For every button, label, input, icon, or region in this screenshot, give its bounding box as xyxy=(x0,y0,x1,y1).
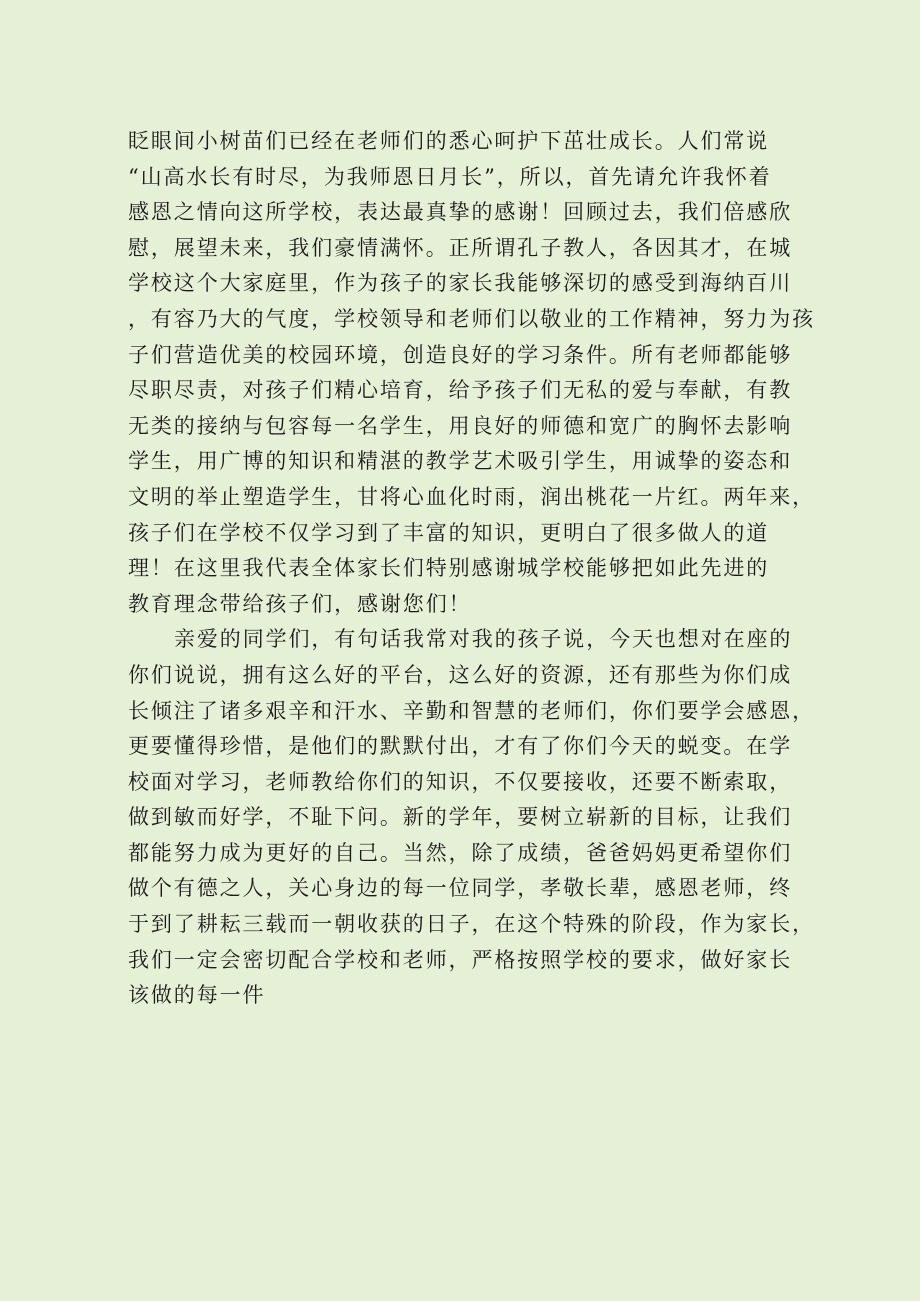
text-line: 长倾注了诸多艰辛和汗水、辛勤和智慧的老师们，你们要学会感恩， xyxy=(128,698,815,723)
text-line: 学生，用广博的知识和精湛的教学艺术吸引学生，用诚挚的姿态和 xyxy=(128,449,793,474)
text-line: 理！在这里我代表全体家长们特别感谢城学校能够把如此先进的 xyxy=(128,556,770,581)
text-line: 于到了耕耘三载而一朝收获的日子，在这个特殊的阶段，作为家长， xyxy=(128,912,815,937)
text-line: 子们营造优美的校园环境，创造良好的学习条件。所有老师都能够 xyxy=(128,342,793,367)
text-line: 感恩之情向这所学校，表达最真挚的感谢！回顾过去，我们倍感欣 xyxy=(128,200,793,225)
text-line: 该做的每一件 xyxy=(128,983,266,1008)
paragraph-start-line: 亲爱的同学们，有句话我常对我的孩子说，今天也想对在座的 xyxy=(174,627,793,652)
text-line: 无类的接纳与包容每一名学生，用良好的师德和宽广的胸怀去影响 xyxy=(128,413,793,438)
text-line: 更要懂得珍惜，是他们的默默付出，才有了你们今天的蜕变。在学 xyxy=(128,734,793,759)
text-line: 孩子们在学校不仅学习到了丰富的知识，更明白了很多做人的道 xyxy=(128,520,770,545)
text-line: 我们一定会密切配合学校和老师，严格按照学校的要求，做好家长 xyxy=(128,947,793,972)
text-line: 教育理念带给孩子们，感谢您们！ xyxy=(128,591,472,616)
text-line: 做个有德之人，关心身边的每一位同学，孝敬长辈，感恩老师，终 xyxy=(128,876,793,901)
text-line: 文明的举止塑造学生，甘将心血化时雨，润出桃花一片红。两年来， xyxy=(128,484,815,509)
text-line: 慰，展望未来，我们豪情满怀。正所谓孔子教人，各因其才，在城 xyxy=(128,235,793,260)
body-text xyxy=(128,124,815,1014)
text-line: 做到敏而好学，不耻下问。新的学年，要树立崭新的目标，让我们 xyxy=(128,805,793,830)
text-line: 尽职尽责，对孩子们精心培育，给予孩子们无私的爱与奉献，有教 xyxy=(128,378,793,403)
text-line: 校面对学习，老师教给你们的知识，不仅要接收，还要不断索取， xyxy=(128,769,793,794)
text-line: 都能努力成为更好的自己。当然，除了成绩，爸爸妈妈更希望你们 xyxy=(128,840,793,865)
text-line: 你们说说，拥有这么好的平台，这么好的资源，还有那些为你们成 xyxy=(128,662,793,687)
text-line: 眨眼间小树苗们已经在老师们的悉心呵护下茁壮成长。人们常说 xyxy=(128,129,770,153)
text-line: ，有容乃大的气度，学校领导和老师们以敬业的工作精神，努力为孩 xyxy=(128,306,815,331)
text-line: 学校这个大家庭里，作为孩子的家长我能够深切的感受到海纳百川 xyxy=(128,271,793,296)
text-line: “山高水长有时尽，为我师恩日月长”，所以，首先请允许我怀着 xyxy=(128,164,772,189)
